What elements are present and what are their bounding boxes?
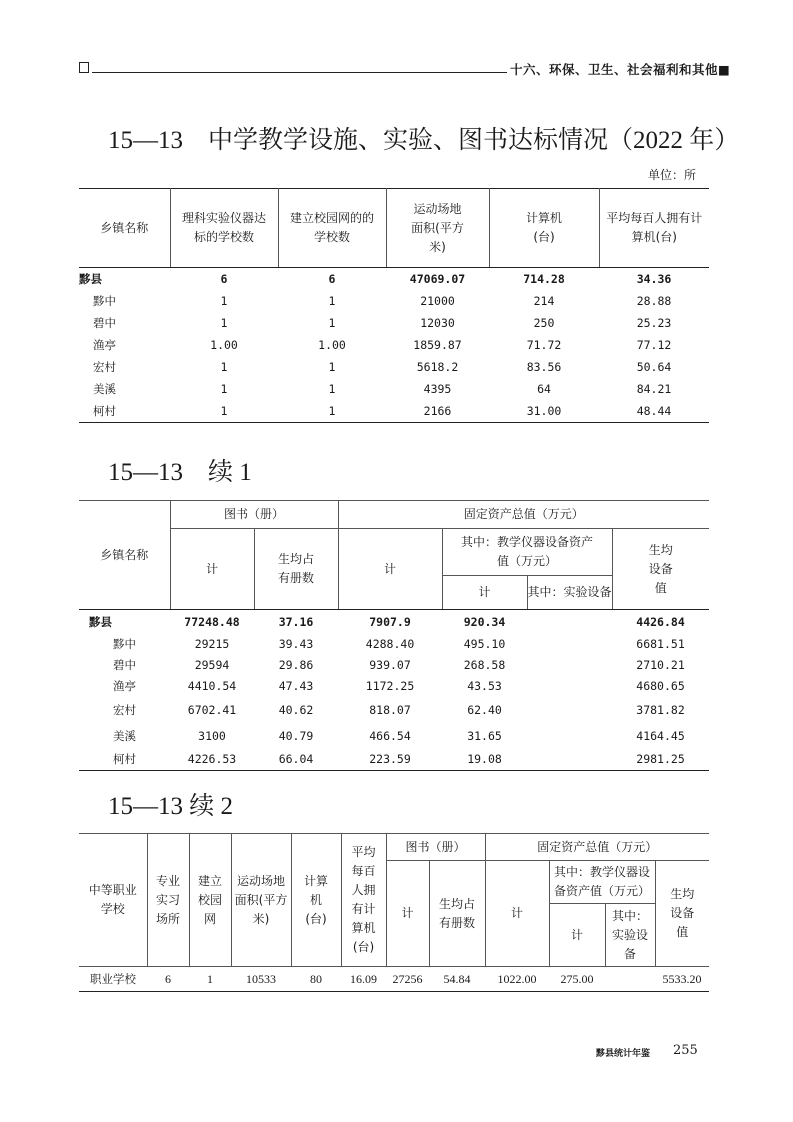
col-header-assets: 固定资产总值（万元） [485, 834, 709, 861]
cell: 1 [328, 404, 336, 418]
row-name: 碧中 [113, 658, 136, 672]
cell: 29215 [194, 637, 230, 651]
cell: 495.10 [463, 637, 506, 651]
table-row [79, 697, 709, 723]
page-number: 255 [673, 1043, 698, 1058]
cell: 64 [537, 382, 551, 396]
table-row [79, 268, 709, 291]
cell: 27256 [386, 967, 429, 992]
cell: 6 [328, 272, 336, 286]
cell: 1 [220, 360, 228, 374]
cell: 1 [220, 316, 228, 330]
cell: 1 [328, 294, 336, 308]
cell: 83.56 [526, 360, 562, 374]
table-row [79, 967, 709, 992]
cell: 1022.00 [485, 967, 549, 992]
cell: 29.86 [278, 658, 314, 672]
col-header-town: 乡镇名称 [79, 501, 170, 610]
cell: 1 [220, 404, 228, 418]
cell: 54.84 [429, 967, 485, 992]
cell: 214 [533, 294, 555, 308]
section3-title: 15—13 续 2 [108, 793, 234, 820]
cell: 66.04 [278, 752, 314, 766]
cell: 6702.41 [187, 702, 237, 717]
cell: 275.00 [549, 967, 605, 992]
col-header-assets-total: 计 [338, 529, 442, 610]
cell: 7907.9 [369, 614, 411, 629]
cell: 19.08 [467, 752, 502, 766]
cell: 77.12 [636, 338, 672, 352]
cell: 62.40 [467, 702, 502, 717]
row-name: 美溪 [93, 382, 116, 396]
row-name: 柯村 [113, 752, 136, 766]
cell: 1.00 [210, 338, 238, 352]
section2-title: 15—13 续 1 [108, 459, 252, 486]
cell: 40.62 [278, 702, 314, 717]
col-header-instrument-assets: 其中：教学仪器设备资产值（万元） [442, 529, 612, 576]
col-header-books-total: 计 [386, 861, 429, 967]
col-header-per-hundred: 平均每百人拥有计算机(台) [341, 834, 386, 967]
cell: 28.88 [636, 294, 672, 308]
unit-label: 单位：所 [648, 168, 697, 182]
col-header-per-hundred: 平均每百人拥有计算机(台) [599, 189, 709, 268]
cell: 3781.82 [636, 702, 685, 717]
section1-title: 15—13 中学教学设施、实验、图书达标情况（2022 年） [108, 127, 740, 154]
cell: 4426.84 [636, 614, 685, 629]
cell: 1 [328, 360, 336, 374]
col-header-lab-equipment: 其中：实验设备 [605, 904, 655, 967]
cell: 77248.48 [184, 614, 240, 629]
table-row [79, 378, 709, 400]
cell: 1 [220, 294, 228, 308]
col-header-lab-equipment: 其中：实验设备 [527, 576, 612, 610]
col-header-campus-net: 建立校园网 [189, 834, 231, 967]
cell: 43.53 [467, 679, 502, 693]
cell: 5618.2 [416, 360, 459, 374]
table-row [79, 312, 709, 334]
cell: 2166 [423, 404, 452, 418]
cell: 25.23 [636, 316, 672, 330]
header-rule [92, 72, 507, 73]
col-header-sports-area: 运动场地面积(平方米) [231, 834, 291, 967]
table-row [79, 749, 709, 771]
row-name: 黟中 [113, 637, 136, 651]
row-name: 宏村 [113, 702, 136, 717]
cell: 1172.25 [365, 679, 415, 693]
cell: 29594 [194, 658, 230, 672]
col-header-instrument-total: 计 [549, 904, 605, 967]
row-name: 柯村 [93, 404, 116, 418]
cell: 3100 [198, 728, 226, 743]
cell: 4680.65 [636, 679, 685, 693]
row-name: 黟县 [89, 614, 112, 629]
cell: 466.54 [369, 728, 411, 743]
cell [527, 723, 612, 749]
col-header-town: 乡镇名称 [79, 189, 170, 268]
cell: 1 [189, 967, 231, 992]
col-header-campus-net: 建立校园网的的学校数 [278, 189, 386, 268]
col-header-books: 图书（册） [170, 501, 338, 529]
running-header-text: 十六、环保、卫生、社会福利和其他 [510, 62, 719, 77]
cell: 5533.20 [655, 967, 709, 992]
cell: 4410.54 [187, 679, 237, 693]
cell: 6 [220, 272, 228, 286]
row-name: 职业学校 [79, 967, 147, 992]
col-header-books: 图书（册） [386, 834, 485, 861]
row-name: 渔亭 [113, 679, 136, 693]
table-row [79, 655, 709, 676]
table-row [79, 723, 709, 749]
cell: 818.07 [369, 702, 411, 717]
cell: 47069.07 [409, 272, 466, 286]
cell [605, 967, 655, 992]
cell: 50.64 [636, 360, 672, 374]
cell: 4288.40 [365, 637, 415, 651]
cell: 1 [328, 316, 336, 330]
cell: 47.43 [278, 679, 314, 693]
cell: 6 [147, 967, 189, 992]
table-row [79, 290, 709, 312]
cell: 48.44 [636, 404, 672, 418]
col-header-books-total: 计 [170, 529, 254, 610]
table-vocational-school [79, 833, 709, 992]
cell: 40.79 [278, 728, 314, 743]
cell: 939.07 [369, 658, 411, 672]
col-header-books-per-student: 生均占有册数 [429, 861, 485, 967]
cell: 4395 [423, 382, 452, 396]
cell: 31.00 [526, 404, 562, 418]
cell: 714.28 [523, 272, 565, 286]
table-facilities [79, 188, 709, 423]
cell: 1 [220, 382, 228, 396]
table-row [79, 610, 709, 634]
cell [527, 634, 612, 655]
row-name: 渔亭 [93, 338, 116, 352]
cell: 1859.87 [413, 338, 462, 352]
cell: 16.09 [341, 967, 386, 992]
row-name: 黟中 [93, 294, 116, 308]
table-row [79, 334, 709, 356]
col-header-books-per-student: 生均占有册数 [254, 529, 338, 610]
col-header-computers: 计算机(台) [489, 189, 599, 268]
col-header-per-student-equipment: 生均设备值 [612, 529, 709, 610]
table-row [79, 356, 709, 378]
cell: 223.59 [369, 752, 411, 766]
cell: 4164.45 [636, 728, 685, 743]
cell: 84.21 [636, 382, 672, 396]
col-header-assets-total: 计 [485, 861, 549, 967]
running-header: 十六、环保、卫生、社会福利和其他■ [510, 62, 731, 77]
cell: 250 [533, 316, 555, 330]
col-header-practice-sites: 专业实习场所 [147, 834, 189, 967]
cell: 71.72 [526, 338, 562, 352]
footer-book-title: 黟县统计年鉴 [596, 1049, 651, 1059]
cell: 1.00 [318, 338, 346, 352]
table-row [79, 634, 709, 655]
cell: 2981.25 [636, 752, 685, 766]
row-name: 美溪 [113, 728, 136, 743]
cell [527, 655, 612, 676]
table-row [79, 676, 709, 697]
cell: 10533 [231, 967, 291, 992]
table-books-assets [79, 500, 709, 771]
cell: 6681.51 [636, 637, 685, 651]
cell [527, 676, 612, 697]
row-name: 宏村 [93, 360, 116, 374]
cell [527, 610, 612, 634]
col-header-computers: 计算机(台) [291, 834, 341, 967]
row-name: 黟县 [79, 272, 102, 286]
col-header-lab-schools: 理科实验仪器达标的学校数 [170, 189, 278, 268]
cell [527, 749, 612, 771]
cell: 268.58 [463, 658, 506, 672]
col-header-sports-area: 运动场地面积(平方米) [386, 189, 489, 268]
cell: 920.34 [463, 614, 506, 629]
cell: 21000 [420, 294, 455, 308]
cell: 34.36 [636, 272, 672, 286]
col-header-assets: 固定资产总值（万元） [338, 501, 709, 529]
cell: 1 [328, 382, 336, 396]
col-header-per-student-equipment: 生均设备值 [655, 861, 709, 967]
cell: 4226.53 [187, 752, 237, 766]
cell: 2710.21 [636, 658, 685, 672]
cell: 37.16 [278, 614, 314, 629]
cell: 39.43 [278, 637, 314, 651]
cell: 80 [291, 967, 341, 992]
table-row [79, 400, 709, 423]
cell [527, 697, 612, 723]
row-name: 碧中 [93, 316, 116, 330]
col-header-instrument-total: 计 [442, 576, 527, 610]
header-square-mark [79, 62, 89, 73]
cell: 12030 [420, 316, 455, 330]
col-header-school: 中等职业学校 [79, 834, 147, 967]
col-header-instrument-assets: 其中：教学仪器设备资产值（万元） [549, 861, 655, 904]
cell: 31.65 [467, 728, 502, 743]
